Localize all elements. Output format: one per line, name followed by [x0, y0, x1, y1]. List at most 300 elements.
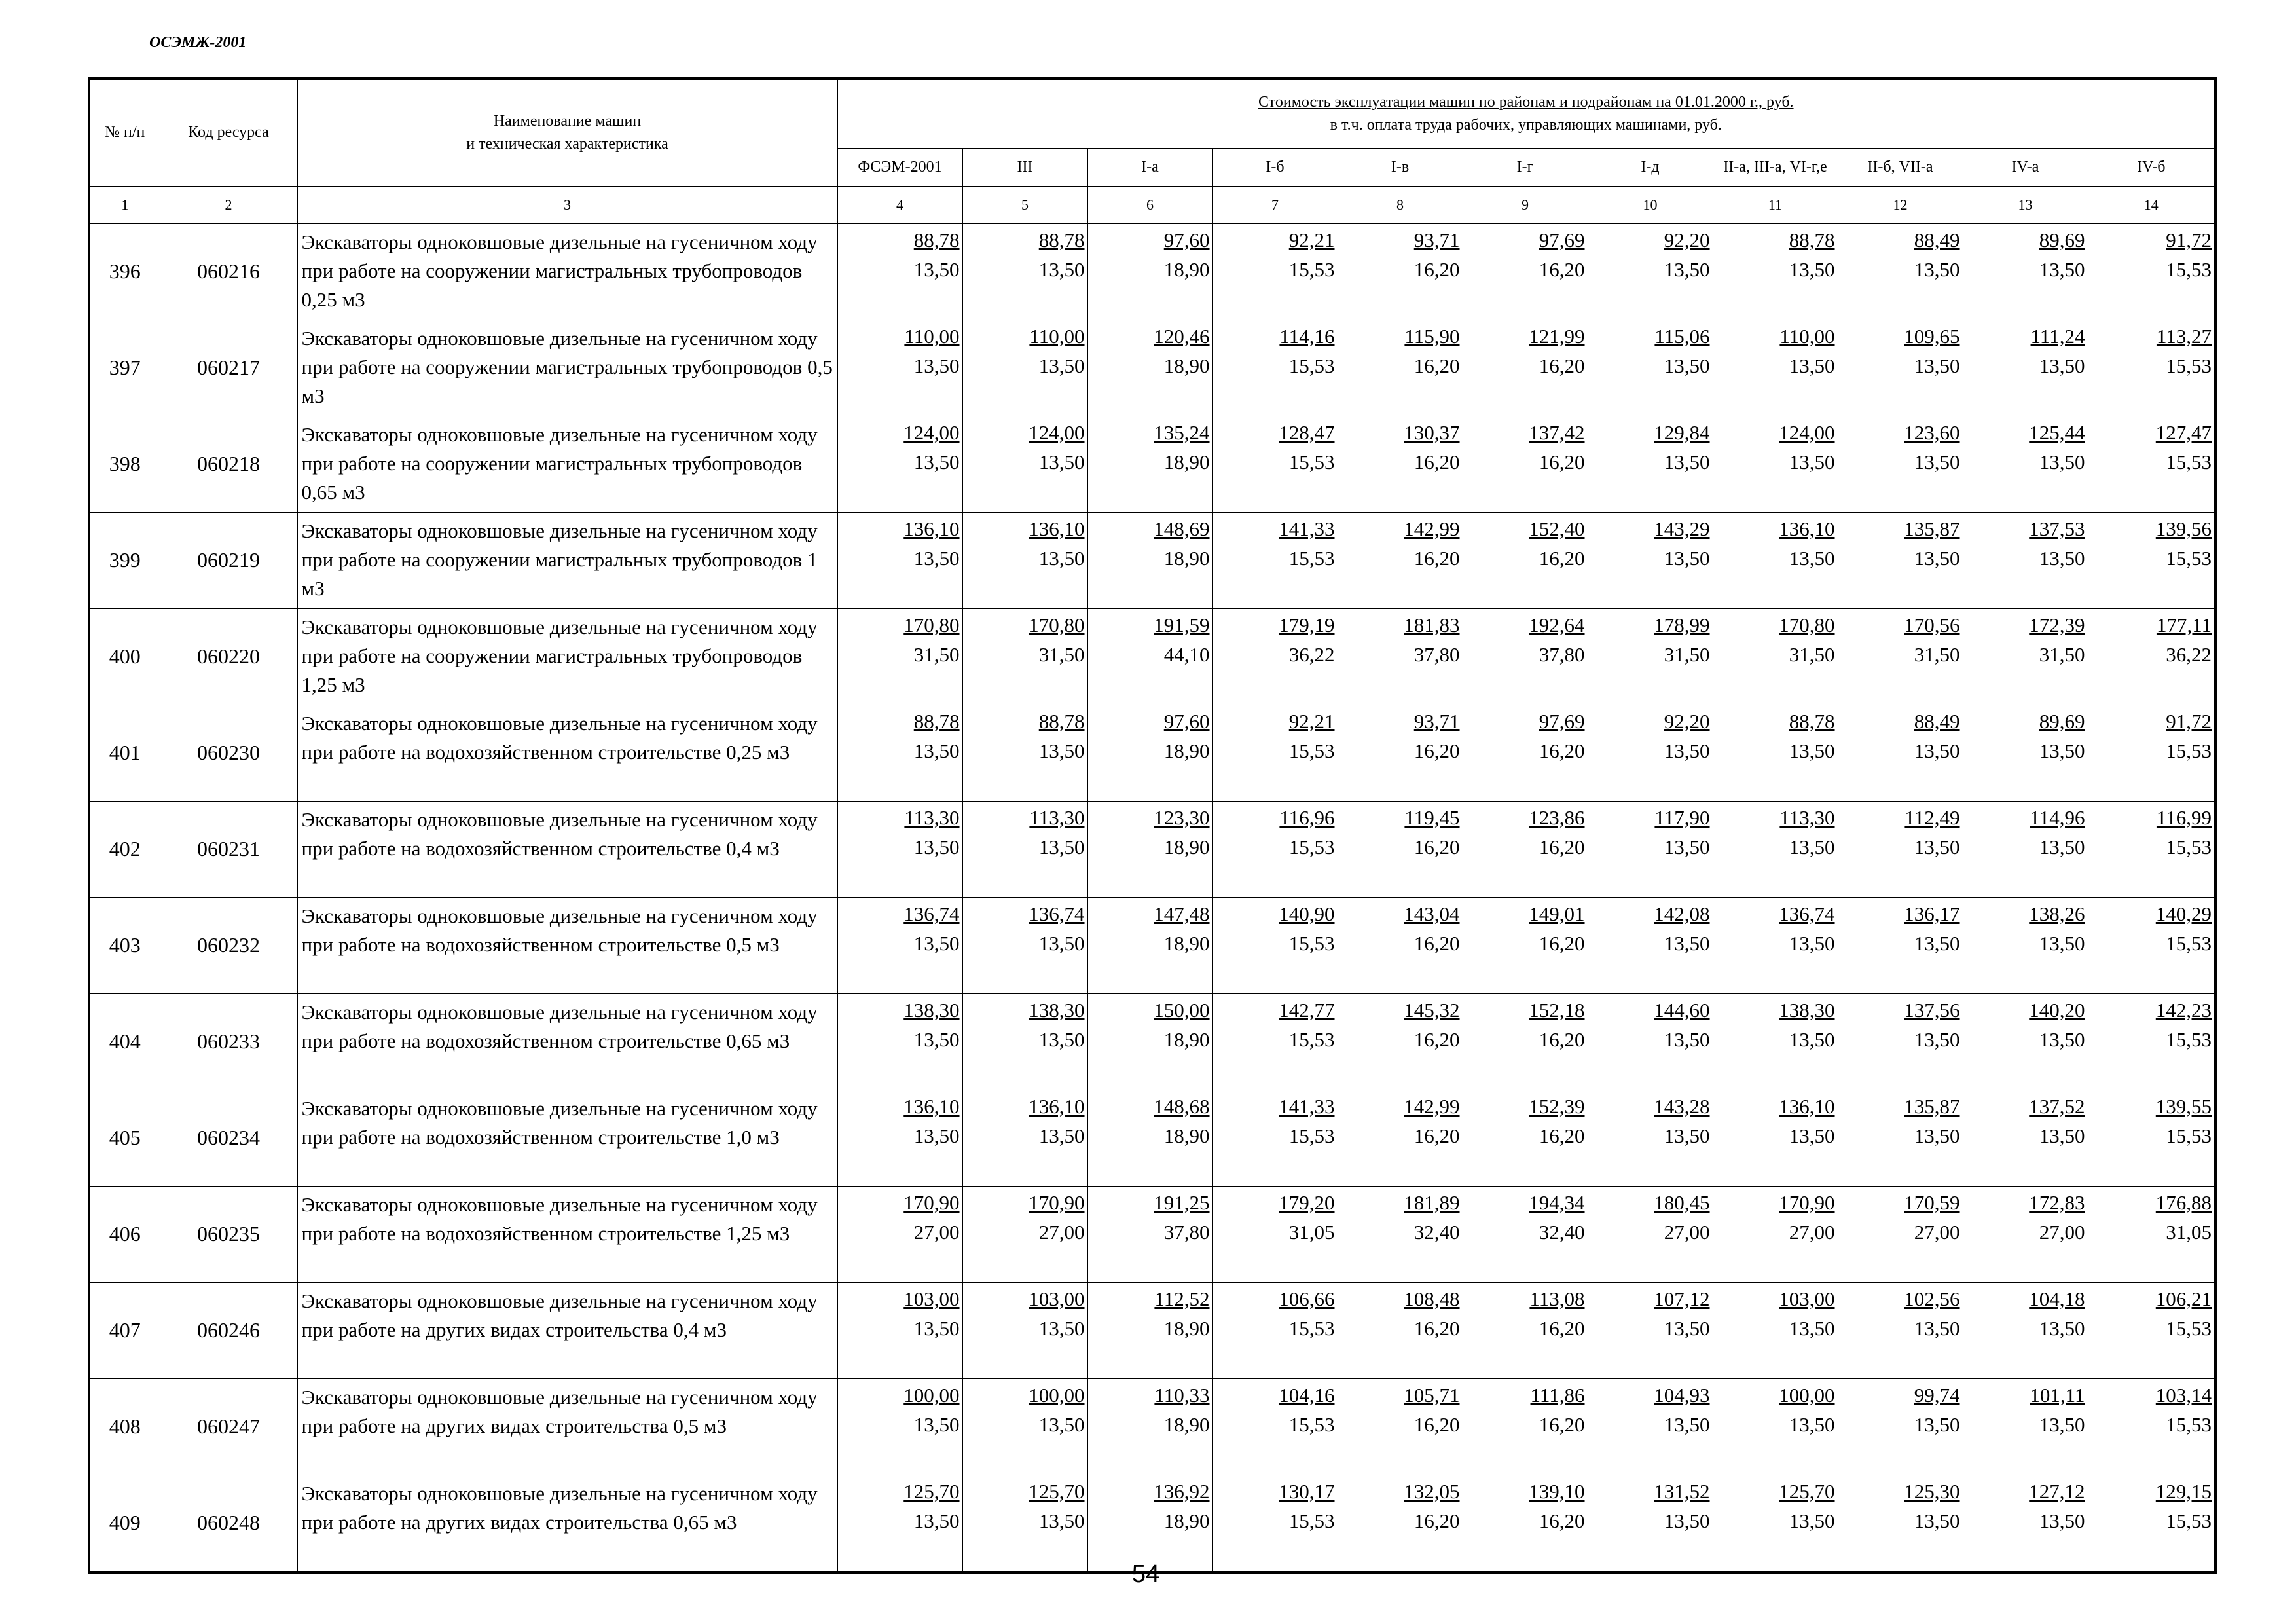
- operating-cost: 136,92: [1154, 1479, 1210, 1503]
- labor-cost: 31,50: [913, 642, 960, 666]
- operating-cost: 130,37: [1404, 420, 1460, 444]
- operating-cost: 113,30: [1779, 805, 1835, 829]
- cost-cell: [1212, 897, 1338, 993]
- operating-cost: 143,28: [1654, 1094, 1710, 1118]
- cost-cell: [1087, 608, 1212, 705]
- cost-cell: [1713, 512, 1838, 608]
- operating-cost: 124,00: [1029, 420, 1085, 444]
- labor-cost: 18,90: [1163, 1124, 1210, 1147]
- cost-cell: [2088, 801, 2215, 897]
- cost-cell: [837, 416, 962, 512]
- labor-cost: 13,50: [1914, 1412, 1960, 1436]
- operating-cost: 104,16: [1279, 1383, 1335, 1407]
- column-number: 6: [1087, 186, 1212, 223]
- operating-cost: 176,88: [2155, 1190, 2212, 1214]
- labor-cost: 27,00: [1038, 1220, 1085, 1244]
- labor-cost: 15,53: [2166, 835, 2212, 858]
- resource-code: 060248: [160, 1475, 297, 1572]
- header-cost: [837, 79, 2215, 148]
- operating-cost: 100,00: [903, 1383, 960, 1407]
- labor-cost: 15,53: [1288, 546, 1335, 570]
- operating-cost: 136,10: [1029, 517, 1085, 540]
- cost-cell: [1212, 416, 1338, 512]
- labor-cost: 13,50: [1914, 835, 1960, 858]
- labor-cost: 13,50: [1664, 739, 1710, 762]
- operating-cost: 180,45: [1654, 1190, 1710, 1214]
- cost-cell: [1338, 705, 1463, 801]
- labor-cost: 13,50: [2039, 257, 2085, 281]
- operating-cost: 107,12: [1654, 1287, 1710, 1310]
- cost-cell: [1338, 993, 1463, 1090]
- labor-cost: 13,50: [1914, 1027, 1960, 1051]
- operating-cost: 102,56: [1904, 1287, 1960, 1310]
- cost-cell: [1713, 608, 1838, 705]
- page-number: 54: [1131, 1560, 1160, 1588]
- column-number: 13: [1963, 186, 2088, 223]
- labor-cost: 31,05: [2166, 1220, 2212, 1244]
- cost-cell: [1338, 1475, 1463, 1572]
- cost-cell: [1838, 993, 1963, 1090]
- labor-cost: 15,53: [1288, 1412, 1335, 1436]
- operating-cost: 142,99: [1404, 1094, 1460, 1118]
- cost-cell: [837, 705, 962, 801]
- machine-name: Экскаваторы одноковшовые дизельные на гусеничном ходу при работе на водохозяйственном строительстве 1,25 м3: [297, 1186, 837, 1282]
- operating-cost: 120,46: [1154, 324, 1210, 348]
- operating-cost: 92,21: [1288, 709, 1335, 733]
- labor-cost: 13,50: [1914, 450, 1960, 473]
- cost-cell: [1963, 512, 2088, 608]
- cost-cell: [1713, 1282, 1838, 1378]
- operating-cost: 104,18: [2029, 1287, 2085, 1310]
- table-row: [89, 1475, 2215, 1572]
- cost-cell: [1463, 1378, 1588, 1475]
- cost-cell: [1588, 1475, 1713, 1572]
- labor-cost: 13,50: [1914, 931, 1960, 955]
- labor-cost: 15,53: [1288, 931, 1335, 955]
- cost-cell: [1713, 1378, 1838, 1475]
- column-number: 11: [1713, 186, 1838, 223]
- operating-cost: 125,30: [1904, 1479, 1960, 1503]
- operating-cost: 149,01: [1529, 902, 1585, 925]
- cost-cell: [1338, 1282, 1463, 1378]
- labor-cost: 13,50: [1038, 1316, 1085, 1340]
- cost-cell: [1463, 512, 1588, 608]
- labor-cost: 15,53: [2166, 739, 2212, 762]
- column-number: 3: [297, 186, 837, 223]
- labor-cost: 13,50: [1664, 257, 1710, 281]
- header-cost-title: Стоимость эксплуатации машин по районам и подрайонам на 01.01.2000 г., руб.: [1258, 93, 1794, 111]
- resource-code: 060247: [160, 1378, 297, 1475]
- cost-cell: [1338, 608, 1463, 705]
- cost-cell: [2088, 416, 2215, 512]
- operating-cost: 152,40: [1529, 517, 1585, 540]
- operating-cost: 192,64: [1529, 613, 1585, 637]
- labor-cost: 15,53: [1288, 1316, 1335, 1340]
- operating-cost: 179,19: [1279, 613, 1335, 637]
- operating-cost: 170,80: [903, 613, 960, 637]
- operating-cost: 93,71: [1413, 709, 1460, 733]
- cost-cell: [837, 1186, 962, 1282]
- cost-cell: [1588, 416, 1713, 512]
- labor-cost: 13,50: [2039, 1316, 2085, 1340]
- labor-cost: 13,50: [1664, 931, 1710, 955]
- labor-cost: 16,20: [1413, 546, 1460, 570]
- labor-cost: 18,90: [1163, 450, 1210, 473]
- labor-cost: 13,50: [913, 1412, 960, 1436]
- labor-cost: 13,50: [1789, 1027, 1835, 1051]
- labor-cost: 13,50: [913, 931, 960, 955]
- labor-cost: 16,20: [1539, 1124, 1585, 1147]
- labor-cost: 27,00: [1789, 1220, 1835, 1244]
- operating-cost: 148,68: [1154, 1094, 1210, 1118]
- cost-cell: [2088, 223, 2215, 320]
- operating-cost: 137,53: [2029, 517, 2085, 540]
- cost-cell: [1713, 705, 1838, 801]
- cost-cell: [1087, 897, 1212, 993]
- labor-cost: 15,53: [2166, 1124, 2212, 1147]
- cost-cell: [1087, 1378, 1212, 1475]
- cost-cell: [1838, 1475, 1963, 1572]
- operating-cost: 136,10: [903, 517, 960, 540]
- machine-name: Экскаваторы одноковшовые дизельные на гусеничном ходу при работе на водохозяйственном строительстве 0,5 м3: [297, 897, 837, 993]
- operating-cost: 136,10: [1029, 1094, 1085, 1118]
- operating-cost: 112,49: [1904, 805, 1960, 829]
- labor-cost: 16,20: [1539, 1509, 1585, 1532]
- cost-cell: [962, 1282, 1087, 1378]
- operating-cost: 177,11: [2156, 613, 2212, 637]
- cost-cell: [1087, 1475, 1212, 1572]
- labor-cost: 16,20: [1413, 1027, 1460, 1051]
- cost-cell: [2088, 897, 2215, 993]
- cost-cell: [2088, 1090, 2215, 1186]
- cost-cell: [1963, 1378, 2088, 1475]
- labor-cost: 13,50: [913, 450, 960, 473]
- cost-cell: [1588, 705, 1713, 801]
- labor-cost: 13,50: [1038, 354, 1085, 377]
- operating-cost: 191,59: [1154, 613, 1210, 637]
- operating-cost: 113,30: [904, 805, 960, 829]
- labor-cost: 13,50: [913, 739, 960, 762]
- cost-cell: [1588, 512, 1713, 608]
- labor-cost: 15,53: [2166, 1412, 2212, 1436]
- operating-cost: 97,69: [1539, 228, 1585, 251]
- cost-cell: [2088, 705, 2215, 801]
- cost-cell: [1087, 1186, 1212, 1282]
- labor-cost: 18,90: [1163, 257, 1210, 281]
- resource-code: 060230: [160, 705, 297, 801]
- labor-cost: 37,80: [1413, 642, 1460, 666]
- cost-cell: [1963, 1282, 2088, 1378]
- labor-cost: 13,50: [1789, 546, 1835, 570]
- labor-cost: 13,50: [2039, 354, 2085, 377]
- labor-cost: 13,50: [1664, 1509, 1710, 1532]
- operating-cost: 136,10: [1779, 517, 1835, 540]
- cost-cell: [1338, 1090, 1463, 1186]
- operating-cost: 97,69: [1539, 709, 1585, 733]
- labor-cost: 31,05: [1288, 1220, 1335, 1244]
- operating-cost: 110,33: [1154, 1383, 1210, 1407]
- labor-cost: 27,00: [913, 1220, 960, 1244]
- labor-cost: 13,50: [1664, 835, 1710, 858]
- cost-cell: [1212, 993, 1338, 1090]
- resource-code: 060220: [160, 608, 297, 705]
- operating-cost: 139,56: [2155, 517, 2212, 540]
- resource-code: 060233: [160, 993, 297, 1090]
- cost-cell: [1588, 1378, 1713, 1475]
- operating-cost: 141,33: [1279, 517, 1335, 540]
- labor-cost: 15,53: [1288, 1124, 1335, 1147]
- operating-cost: 142,77: [1279, 998, 1335, 1022]
- operating-cost: 117,90: [1654, 805, 1710, 829]
- cost-cell: [1087, 320, 1212, 416]
- labor-cost: 18,90: [1163, 1027, 1210, 1051]
- cost-cell: [1713, 416, 1838, 512]
- operating-cost: 113,30: [1029, 805, 1085, 829]
- cost-cell: [1463, 608, 1588, 705]
- operating-cost: 129,15: [2155, 1479, 2212, 1503]
- operating-cost: 137,42: [1529, 420, 1585, 444]
- row-number: 406: [89, 1186, 160, 1282]
- operating-cost: 93,71: [1413, 228, 1460, 251]
- labor-cost: 18,90: [1163, 546, 1210, 570]
- cost-cell: [2088, 608, 2215, 705]
- row-number: 404: [89, 993, 160, 1090]
- labor-cost: 13,50: [1038, 1412, 1085, 1436]
- labor-cost: 13,50: [1664, 450, 1710, 473]
- operating-cost: 142,08: [1654, 902, 1710, 925]
- labor-cost: 27,00: [1664, 1220, 1710, 1244]
- cost-cell: [1463, 223, 1588, 320]
- column-number: 9: [1463, 186, 1588, 223]
- labor-cost: 13,50: [2039, 450, 2085, 473]
- operating-cost: 132,05: [1404, 1479, 1460, 1503]
- cost-cell: [1713, 223, 1838, 320]
- labor-cost: 13,50: [1664, 546, 1710, 570]
- labor-cost: 13,50: [2039, 835, 2085, 858]
- column-number: 10: [1588, 186, 1713, 223]
- operating-cost: 91,72: [2166, 228, 2212, 251]
- resource-code: 060231: [160, 801, 297, 897]
- labor-cost: 16,20: [1539, 450, 1585, 473]
- operating-cost: 140,29: [2155, 902, 2212, 925]
- operating-cost: 138,30: [1029, 998, 1085, 1022]
- labor-cost: 13,50: [1789, 1124, 1835, 1147]
- operating-cost: 123,86: [1529, 805, 1585, 829]
- operating-cost: 170,56: [1904, 613, 1960, 637]
- cost-cell: [1338, 223, 1463, 320]
- table-row: [89, 608, 2215, 705]
- cost-cell: [837, 1378, 962, 1475]
- cost-cell: [1588, 1282, 1713, 1378]
- cost-cell: [1087, 993, 1212, 1090]
- labor-cost: 16,20: [1539, 1412, 1585, 1436]
- operating-cost: 103,00: [1779, 1287, 1835, 1310]
- labor-cost: 15,53: [2166, 354, 2212, 377]
- operating-cost: 105,71: [1404, 1383, 1460, 1407]
- header-region: I-б: [1212, 148, 1338, 186]
- header-region: IV-б: [2088, 148, 2215, 186]
- cost-cell: [1963, 897, 2088, 993]
- header-code: Код ресурса: [160, 79, 297, 186]
- labor-cost: 13,50: [1789, 835, 1835, 858]
- cost-cell: [1087, 416, 1212, 512]
- cost-cell: [1963, 223, 2088, 320]
- cost-cell: [1838, 416, 1963, 512]
- operating-cost: 172,39: [2029, 613, 2085, 637]
- table-row: [89, 993, 2215, 1090]
- operating-cost: 128,47: [1279, 420, 1335, 444]
- column-number: 5: [962, 186, 1087, 223]
- cost-cell: [1963, 1186, 2088, 1282]
- cost-cell: [1087, 1282, 1212, 1378]
- operating-cost: 111,24: [2030, 324, 2085, 348]
- cost-cell: [1713, 801, 1838, 897]
- cost-cell: [1588, 1186, 1713, 1282]
- column-number: 12: [1838, 186, 1963, 223]
- header-name-line2: и техническая характеристика: [466, 135, 668, 153]
- labor-cost: 36,22: [1288, 642, 1335, 666]
- resource-code: 060232: [160, 897, 297, 993]
- cost-cell: [1463, 897, 1588, 993]
- labor-cost: 13,50: [1914, 739, 1960, 762]
- operating-cost: 194,34: [1529, 1190, 1585, 1214]
- labor-cost: 13,50: [1038, 931, 1085, 955]
- operating-cost: 172,83: [2029, 1190, 2085, 1214]
- operating-cost: 89,69: [2039, 709, 2085, 733]
- operating-cost: 170,59: [1904, 1190, 1960, 1214]
- operating-cost: 130,17: [1279, 1479, 1335, 1503]
- operating-cost: 121,99: [1529, 324, 1585, 348]
- cost-cell: [1212, 1282, 1338, 1378]
- cost-cell: [962, 512, 1087, 608]
- cost-cell: [1963, 801, 2088, 897]
- labor-cost: 13,50: [913, 835, 960, 858]
- cost-cell: [1838, 801, 1963, 897]
- labor-cost: 16,20: [1413, 835, 1460, 858]
- operating-cost: 136,74: [1029, 902, 1085, 925]
- operating-cost: 142,99: [1404, 517, 1460, 540]
- labor-cost: 13,50: [2039, 1124, 2085, 1147]
- operating-cost: 145,32: [1404, 998, 1460, 1022]
- cost-cell: [1338, 1186, 1463, 1282]
- cost-cell: [1963, 993, 2088, 1090]
- labor-cost: 13,50: [1914, 354, 1960, 377]
- operating-cost: 88,49: [1914, 709, 1960, 733]
- row-number: 405: [89, 1090, 160, 1186]
- labor-cost: 13,50: [1038, 1124, 1085, 1147]
- machine-name: Экскаваторы одноковшовые дизельные на гусеничном ходу при работе на сооружении магистральных трубопроводов 0,25 м3: [297, 223, 837, 320]
- table-row: [89, 1186, 2215, 1282]
- operating-cost: 100,00: [1779, 1383, 1835, 1407]
- operating-cost: 140,20: [2029, 998, 2085, 1022]
- labor-cost: 16,20: [1413, 1124, 1460, 1147]
- operating-cost: 88,78: [913, 228, 960, 251]
- operating-cost: 143,04: [1404, 902, 1460, 925]
- labor-cost: 18,90: [1163, 1412, 1210, 1436]
- operating-cost: 114,96: [2030, 805, 2085, 829]
- operating-cost: 136,17: [1904, 902, 1960, 925]
- operating-cost: 89,69: [2039, 228, 2085, 251]
- operating-cost: 131,52: [1654, 1479, 1710, 1503]
- header-num: № п/п: [89, 79, 160, 186]
- table-row: [89, 705, 2215, 801]
- row-number: 403: [89, 897, 160, 993]
- operating-cost: 106,66: [1279, 1287, 1335, 1310]
- resource-code: 060234: [160, 1090, 297, 1186]
- cost-cell: [1212, 1475, 1338, 1572]
- cost-cell: [837, 801, 962, 897]
- operating-cost: 152,39: [1529, 1094, 1585, 1118]
- resource-code: 060235: [160, 1186, 297, 1282]
- machine-name: Экскаваторы одноковшовые дизельные на гусеничном ходу при работе на других видах строительства 0,5 м3: [297, 1378, 837, 1475]
- labor-cost: 13,50: [1789, 354, 1835, 377]
- table-row: [89, 897, 2215, 993]
- labor-cost: 13,50: [1038, 835, 1085, 858]
- operating-cost: 144,60: [1654, 998, 1710, 1022]
- labor-cost: 15,53: [2166, 257, 2212, 281]
- table-row: [89, 416, 2215, 512]
- cost-cell: [1338, 897, 1463, 993]
- cost-cell: [1212, 1090, 1338, 1186]
- cost-cell: [962, 1186, 1087, 1282]
- cost-cell: [1087, 801, 1212, 897]
- machine-name: Экскаваторы одноковшовые дизельные на гусеничном ходу при работе на других видах строительства 0,65 м3: [297, 1475, 837, 1572]
- machine-name: Экскаваторы одноковшовые дизельные на гусеничном ходу при работе на водохозяйственном строительстве 1,0 м3: [297, 1090, 837, 1186]
- labor-cost: 15,53: [1288, 257, 1335, 281]
- header-name: [297, 79, 837, 186]
- machine-name: Экскаваторы одноковшовые дизельные на гусеничном ходу при работе на сооружении магистральных трубопроводов 1 м3: [297, 512, 837, 608]
- cost-cell: [1838, 897, 1963, 993]
- cost-cell: [1463, 705, 1588, 801]
- table-row: [89, 223, 2215, 320]
- row-number: 402: [89, 801, 160, 897]
- header-cost-subtitle: в т.ч. оплата труда рабочих, управляющих машинами, руб.: [1330, 116, 1722, 134]
- operating-cost: 125,44: [2029, 420, 2085, 444]
- cost-cell: [962, 1475, 1087, 1572]
- operating-cost: 112,52: [1154, 1287, 1210, 1310]
- operating-cost: 138,30: [1779, 998, 1835, 1022]
- cost-cell: [2088, 512, 2215, 608]
- operating-cost: 170,80: [1779, 613, 1835, 637]
- column-number: 2: [160, 186, 297, 223]
- cost-cell: [1087, 223, 1212, 320]
- labor-cost: 13,50: [2039, 546, 2085, 570]
- operating-cost: 113,08: [1529, 1287, 1585, 1310]
- labor-cost: 36,22: [2166, 642, 2212, 666]
- operating-cost: 125,70: [1029, 1479, 1085, 1503]
- cost-cell: [962, 705, 1087, 801]
- header-region: I-г: [1463, 148, 1588, 186]
- operating-cost: 139,10: [1529, 1479, 1585, 1503]
- cost-cell: [1838, 223, 1963, 320]
- operating-cost: 88,78: [913, 709, 960, 733]
- cost-cell: [1713, 993, 1838, 1090]
- labor-cost: 32,40: [1413, 1220, 1460, 1244]
- cost-cell: [1838, 1282, 1963, 1378]
- cost-cell: [962, 416, 1087, 512]
- cost-cell: [1463, 1186, 1588, 1282]
- labor-cost: 15,53: [2166, 546, 2212, 570]
- document-code: ОСЭМЖ-2001: [149, 34, 247, 51]
- operating-cost: 104,93: [1654, 1383, 1710, 1407]
- labor-cost: 13,50: [1914, 257, 1960, 281]
- labor-cost: 15,53: [1288, 739, 1335, 762]
- operating-cost: 135,87: [1904, 1094, 1960, 1118]
- cost-cell: [962, 1090, 1087, 1186]
- machine-name: Экскаваторы одноковшовые дизельные на гусеничном ходу при работе на водохозяйственном строительстве 0,65 м3: [297, 993, 837, 1090]
- cost-cell: [962, 320, 1087, 416]
- cost-cell: [1588, 223, 1713, 320]
